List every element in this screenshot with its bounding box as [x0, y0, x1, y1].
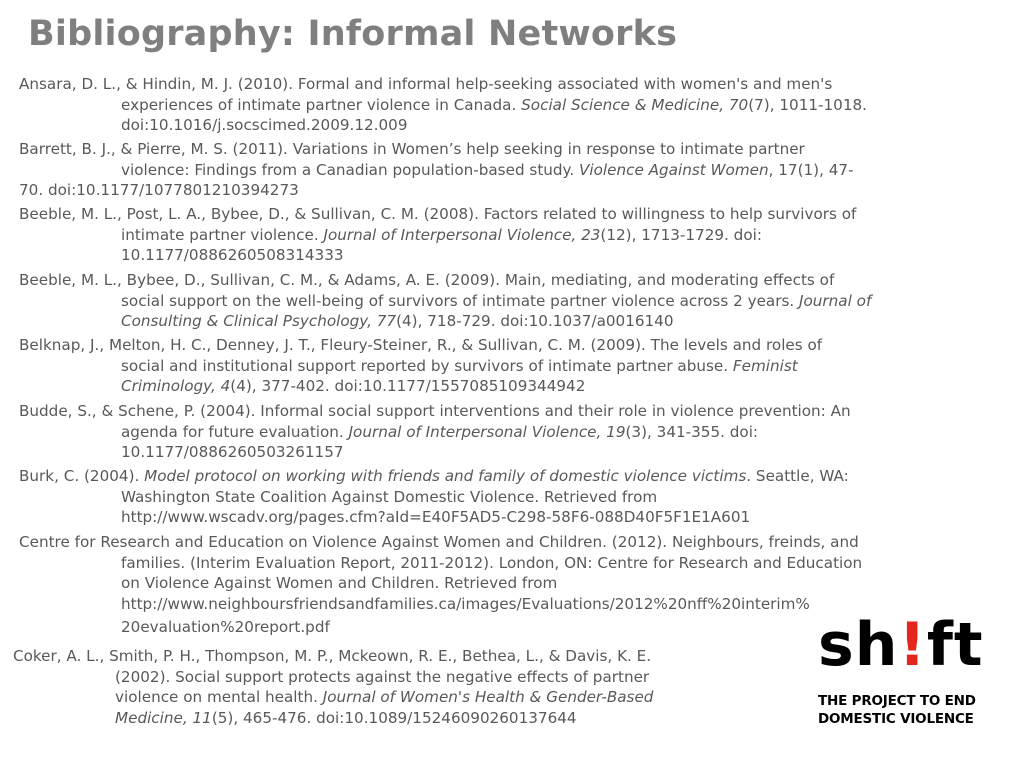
reference-line [19, 614, 862, 641]
reference-italic-text: Model protocol on working with friends and family of domestic violence victims [144, 467, 747, 485]
reference-line [19, 335, 822, 356]
reference-text: http://www.neighboursfriendsandfamilies.ca/images/Evaluations/2012%20nff%20interim% [121, 594, 810, 613]
reference-text: violence on mental health. [115, 688, 323, 707]
reference-text: violence: Findings from a Canadian population-based study. [121, 160, 580, 179]
reference-text: on Violence Against Women and Children. Retrieved from [121, 574, 558, 593]
reference-line [19, 553, 862, 574]
reference-line [19, 74, 867, 95]
reference-line [13, 646, 653, 667]
reference-line [19, 507, 849, 528]
reference-text: http://www.wscadv.org/pages.cfm?aId=E40F5AD5-C298-58F6-088D40F5F1E1A601 [121, 508, 751, 527]
reference-text: . Seattle, WA: [746, 467, 849, 485]
reference-italic-text: Consulting & Clinical Psychology, 77 [121, 312, 397, 331]
reference-line [19, 115, 867, 136]
reference-text: 10.1177/0886260508314333 [121, 246, 344, 265]
reference-text: Budde, S., & Schene, P. (2004). Informal social support interventions and their role in violence prevention: An [19, 402, 851, 420]
reference-text: Beeble, M. L., Bybee, D., Sullivan, C. M., & Adams, A. E. (2009). Main, mediating, and moderating effects of [19, 271, 835, 289]
reference-line [19, 422, 851, 443]
shift-logo [818, 610, 984, 728]
reference-entry [19, 74, 867, 136]
reference-line [19, 376, 822, 397]
reference-text: intimate partner violence. [121, 225, 324, 244]
reference-line [19, 311, 871, 332]
reference-text: , 17(1), 47- [768, 160, 854, 179]
reference-italic-text: Journal of Interpersonal Violence, 23 [323, 225, 601, 244]
reference-text: (5), 465-476. doi:10.1089/15246090260137644 [211, 708, 577, 727]
reference-text: Belknap, J., Melton, H. C., Denney, J. T., Fleury-Steiner, R., & Sullivan, C. M. (2009). The levels and roles of [19, 336, 823, 354]
reference-text: Burk, C. (2004). [19, 467, 145, 485]
reference-text: doi:10.1016/j.socscimed.2009.12.009 [121, 116, 408, 135]
reference-entry [19, 139, 854, 201]
reference-line [19, 180, 854, 201]
reference-text: Ansara, D. L., & Hindin, M. J. (2010). Formal and informal help-seeking associated with women's and men's [19, 75, 833, 93]
reference-text: 20evaluation%20report.pdf [121, 618, 330, 637]
reference-text: 10.1177/0886260503261157 [121, 443, 344, 462]
reference-text: (12), 1713-1729. doi: [600, 225, 762, 244]
reference-text: families. (Interim Evaluation Report, 2011-2012). London, ON: Centre for Research and Education [121, 553, 863, 572]
reference-line [19, 356, 822, 377]
reference-text: experiences of intimate partner violence in Canada. [121, 95, 522, 114]
reference-line [19, 139, 854, 160]
reference-italic-text: Medicine, 11 [115, 708, 212, 727]
reference-line [19, 532, 862, 553]
reference-line [19, 245, 856, 266]
reference-line [13, 708, 653, 729]
reference-text: (3), 341-355. doi: [625, 422, 759, 441]
reference-text: social and institutional support reported by survivors of intimate partner abuse. [121, 356, 733, 375]
reference-line [19, 401, 851, 422]
reference-entry [19, 532, 862, 641]
reference-line [19, 594, 862, 615]
reference-text: Centre for Research and Education on Violence Against Women and Children. (2012). Neighbours, freinds, and [19, 533, 859, 551]
reference-line [19, 573, 862, 594]
reference-text: Coker, A. L., Smith, P. H., Thompson, M. P., Mckeown, R. E., Bethea, L., & Davis, K. E. [13, 647, 652, 665]
reference-text: 70. doi:10.1177/1077801210394273 [19, 181, 299, 200]
reference-line [19, 466, 849, 487]
reference-italic-text: Criminology, 4 [121, 377, 231, 396]
logo-tagline-line1: THE PROJECT TO END [818, 693, 976, 709]
page-title: Bibliography: Informal Networks [28, 14, 678, 54]
reference-line [13, 687, 653, 708]
reference-line [19, 204, 856, 225]
logo-exclamation: ! [898, 610, 927, 680]
reference-text: (7), 1011-1018. [748, 95, 867, 114]
reference-text: Barrett, B. J., & Pierre, M. S. (2011). Variations in Women’s help seeking in response to intimate partner [19, 140, 805, 158]
reference-text: agenda for future evaluation. [121, 422, 349, 441]
reference-line [19, 487, 849, 508]
logo-word-start: sh [818, 610, 899, 680]
reference-text: Washington State Coalition Against Domestic Violence. Retrieved from [121, 487, 658, 506]
reference-text: (4), 718-729. doi:10.1037/a0016140 [396, 312, 674, 331]
reference-text: (4), 377-402. doi:10.1177/1557085109344942 [230, 377, 586, 396]
logo-tagline [818, 692, 983, 728]
reference-italic-text: Feminist [732, 356, 798, 375]
logo-word-end: ft [926, 610, 984, 680]
reference-italic-text: Journal of Women's Health & Gender-Based [322, 688, 654, 707]
reference-entry [19, 335, 822, 397]
reference-italic-text: Social Science & Medicine, 70 [521, 95, 749, 114]
reference-entry [19, 401, 851, 463]
reference-italic-text: Journal of [799, 291, 872, 310]
reference-text: Beeble, M. L., Post, L. A., Bybee, D., & Sullivan, C. M. (2008). Factors related to willingness to help survivors of [19, 205, 857, 223]
reference-italic-text: Violence Against Women [579, 160, 769, 179]
reference-line [19, 291, 871, 312]
reference-line [19, 270, 871, 291]
reference-line [19, 442, 851, 463]
logo-wordmark [818, 610, 984, 680]
reference-text: social support on the well-being of survivors of intimate partner violence across 2 years. [121, 291, 800, 310]
reference-line [13, 667, 653, 688]
reference-line [19, 225, 856, 246]
logo-tagline-line2: DOMESTIC VIOLENCE [818, 711, 974, 727]
reference-entry [19, 466, 849, 528]
reference-text: (2002). Social support protects against the negative effects of partner [115, 667, 650, 686]
reference-entry [13, 646, 653, 728]
reference-line [19, 160, 854, 181]
reference-line [19, 95, 867, 116]
reference-entry [19, 204, 856, 266]
reference-entry [19, 270, 871, 332]
reference-italic-text: Journal of Interpersonal Violence, 19 [348, 422, 626, 441]
